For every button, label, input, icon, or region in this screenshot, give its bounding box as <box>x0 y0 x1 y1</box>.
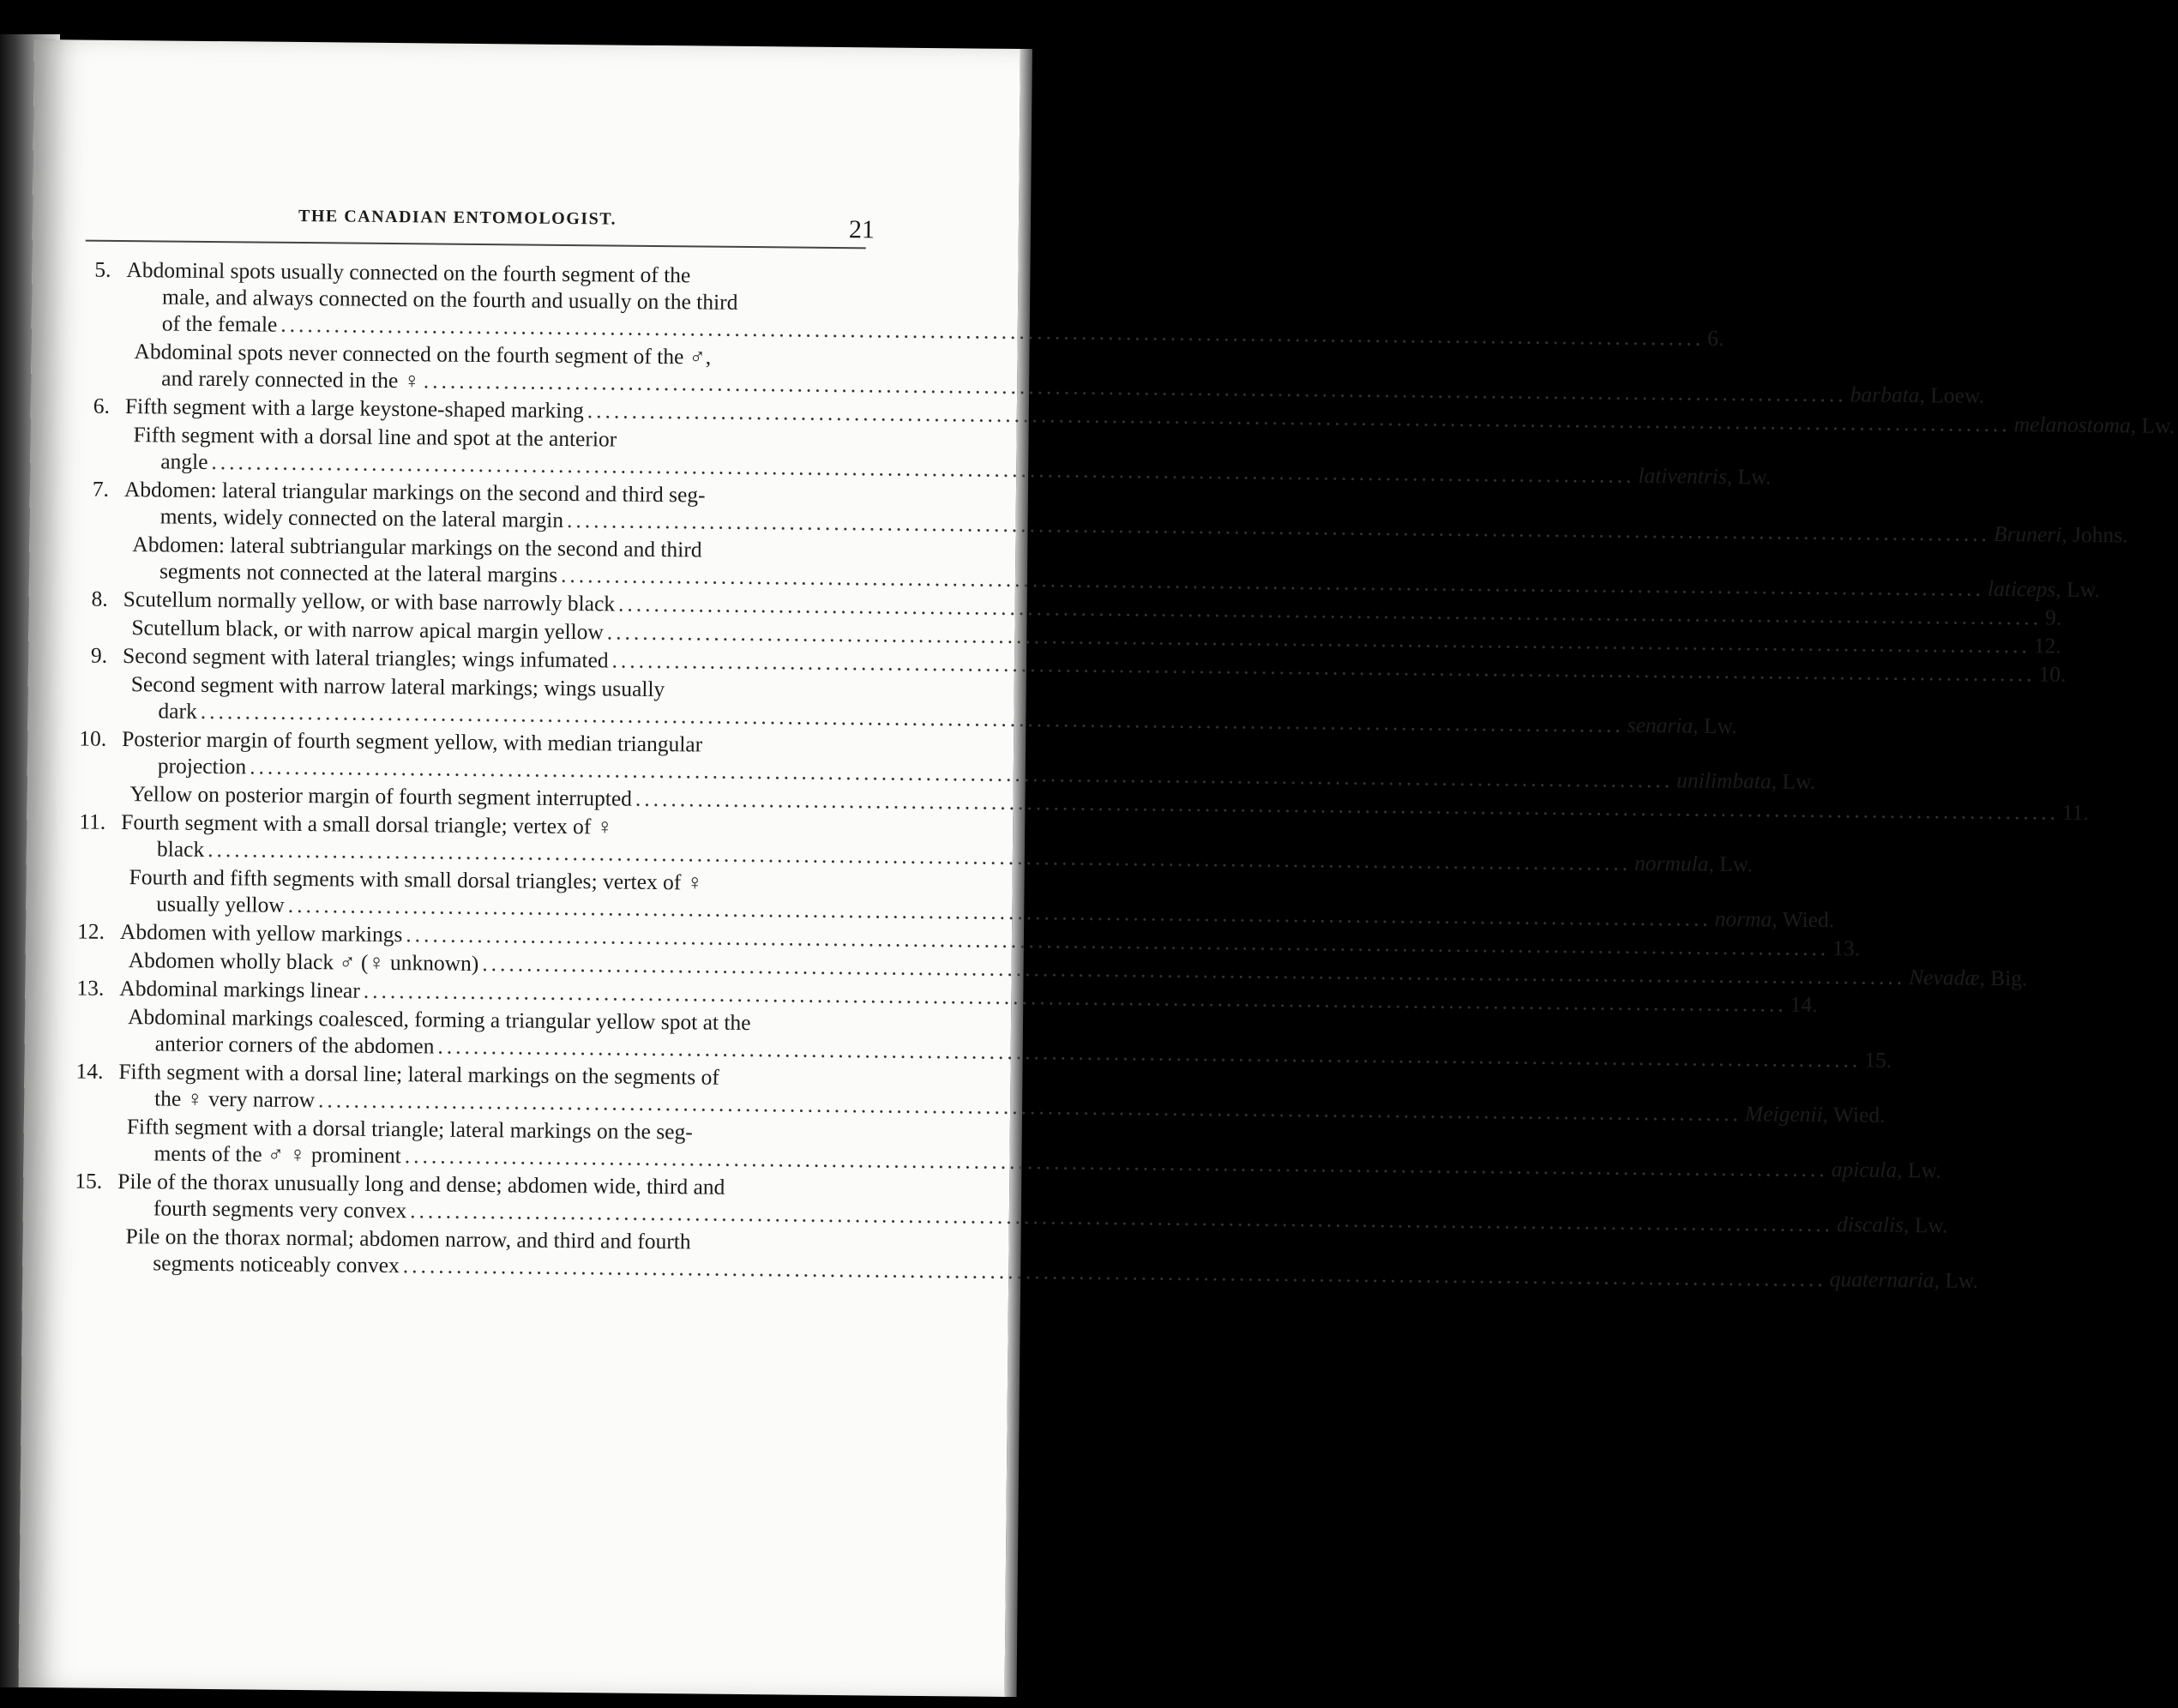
author-or-couplet-ref: Lw. <box>1914 1212 1948 1238</box>
lead-text: projection <box>157 753 247 779</box>
lead-result <box>1850 381 1985 408</box>
lead-result <box>2038 660 2066 687</box>
couplet-number: 15. <box>75 1168 103 1194</box>
lead-text: Second segment with lateral triangles; wings infumated <box>122 643 609 673</box>
lead-text-line: Abdomen: lateral triangular markings on the second and third seg- <box>123 477 706 508</box>
lead-result <box>1627 712 1737 739</box>
lead-text-line: Pile on the thorax normal; abdomen narrow, and third and fourth <box>125 1224 691 1254</box>
author-or-couplet-ref: 12. <box>2033 633 2061 659</box>
couplet-number: 14. <box>75 1058 104 1084</box>
author-or-couplet-ref: Johns. <box>2072 521 2128 548</box>
author-or-couplet-ref: Loew. <box>1930 382 1985 408</box>
author-or-couplet-ref: Wied. <box>1782 906 1835 933</box>
key-lead <box>76 256 1724 351</box>
couplet-number: 10. <box>79 725 107 751</box>
couplet-number: 5. <box>94 256 111 282</box>
species-name: senaria, <box>1627 712 1699 738</box>
author-or-couplet-ref: Lw. <box>2141 412 2175 438</box>
lead-text: segments not connected at the lateral margins <box>159 558 558 587</box>
lead-result <box>1832 1156 1941 1183</box>
species-name: unilimbata, <box>1676 767 1778 794</box>
lead-text-line: Fifth segment with a dorsal triangle; lateral markings on the seg- <box>126 1114 693 1145</box>
author-or-couplet-ref: Lw. <box>1907 1158 1941 1183</box>
species-name: apicula, <box>1831 1157 1903 1182</box>
species-name: norma, <box>1714 905 1778 932</box>
author-or-couplet-ref: Big. <box>1990 965 2028 991</box>
header-rule <box>86 240 866 250</box>
couplet-number: 13. <box>76 975 105 1001</box>
author-or-couplet-ref: Lw. <box>1737 464 1772 490</box>
lead-result <box>1790 991 1818 1018</box>
lead-result <box>1830 1266 1979 1294</box>
lead-result <box>1676 767 1815 795</box>
lead-text: fourth segments very convex <box>153 1195 407 1224</box>
lead-text: Abdomen with yellow markings <box>119 919 403 947</box>
lead-result <box>1715 905 1835 933</box>
species-name: Meigenii, <box>1744 1101 1829 1128</box>
species-name: melanostoma, <box>2013 412 2137 438</box>
species-name: lativentris, <box>1638 462 1733 490</box>
species-name: Nevadæ, <box>1909 965 1985 990</box>
author-or-couplet-ref: 11. <box>2061 799 2090 826</box>
lead-result <box>2034 632 2061 659</box>
lead-text-line: Fifth segment with a dorsal line; lateral markings on the segments of <box>118 1059 719 1090</box>
author-or-couplet-ref: Lw. <box>1719 851 1754 877</box>
author-or-couplet-ref: 14. <box>1790 991 1818 1018</box>
lead-result <box>1832 935 1860 961</box>
lead-result <box>1638 462 1771 490</box>
running-head: THE CANADIAN ENTOMOLOGIST. <box>298 206 617 229</box>
author-or-couplet-ref: Wied. <box>1832 1102 1886 1128</box>
lead-text: ments of the ♂ ♀ prominent <box>153 1140 401 1169</box>
lead-result <box>1864 1047 1892 1074</box>
lead-result <box>1909 964 2027 991</box>
couplet-number: 11. <box>79 809 106 834</box>
couplet-number: 6. <box>93 393 111 418</box>
lead-result <box>2062 799 2089 826</box>
author-or-couplet-ref: 13. <box>1832 935 1861 961</box>
author-or-couplet-ref: 9. <box>2044 604 2062 630</box>
lead-text: and rarely connected in the ♀ <box>161 365 420 394</box>
author-or-couplet-ref: Lw. <box>1703 713 1737 739</box>
author-or-couplet-ref: Lw. <box>2066 576 2100 603</box>
lead-text: anterior corners of the abdomen <box>154 1031 435 1059</box>
lead-text: segments noticeably convex <box>153 1250 400 1278</box>
key-lead <box>71 808 1754 877</box>
key-lead <box>69 1057 1886 1128</box>
lead-result <box>1994 520 2128 549</box>
species-name: discalis, <box>1836 1212 1910 1238</box>
lead-result <box>1745 1100 1886 1128</box>
lead-text: Scutellum black, or with narrow apical margin yellow <box>131 615 605 645</box>
leader-dots <box>403 1252 1826 1292</box>
lead-text-line: Abdomen: lateral subtriangular markings on the second and third <box>132 532 702 562</box>
author-or-couplet-ref: 15. <box>1864 1047 1892 1073</box>
lead-text: Abdominal markings linear <box>119 976 360 1003</box>
lead-text: ments, widely connected on the lateral margin <box>159 503 564 532</box>
lead-result <box>1634 850 1753 877</box>
couplet-number: 7. <box>92 476 110 502</box>
couplet-number: 9. <box>90 642 108 668</box>
lead-text-line: Abdominal spots usually connected on the fourth segment of the <box>126 257 691 288</box>
couplet-number: 8. <box>91 586 108 611</box>
species-name: laticeps, <box>1987 575 2061 602</box>
lead-text-line: Second segment with narrow lateral markings; wings usually <box>130 671 665 702</box>
page-edge <box>1004 49 1032 1697</box>
lead-text: Scutellum normally yellow, or with base narrowly black <box>123 586 616 616</box>
lead-text: of the female <box>161 310 278 337</box>
lead-text: Fifth segment with a large keystone-shaped marking <box>124 394 584 424</box>
species-name: barbata, <box>1850 382 1926 408</box>
lead-text-line: Abdominal markings coalesced, forming a triangular yellow spot at the <box>127 1004 751 1036</box>
species-name: quaternaria, <box>1829 1266 1940 1293</box>
lead-result <box>1837 1211 1948 1238</box>
author-or-couplet-ref: Lw. <box>1945 1267 1979 1293</box>
lead-text-line: Fourth segment with a small dorsal triangle; vertex of ♀ <box>121 809 613 839</box>
book-page <box>19 39 2175 1697</box>
page-number: 21 <box>848 215 875 244</box>
author-or-couplet-ref: 6. <box>1707 325 1724 351</box>
key-lead <box>75 420 1772 490</box>
lead-text: Abdomen wholly black ♂ (♀ unknown) <box>128 947 479 977</box>
lead-result <box>1988 575 2100 603</box>
lead-text: the ♀ very narrow <box>154 1086 316 1113</box>
lead-text: Yellow on posterior margin of fourth segment interrupted <box>129 781 633 811</box>
author-or-couplet-ref: Lw. <box>1782 768 1816 794</box>
lead-result <box>2045 604 2061 631</box>
couplet-number: 12. <box>77 918 105 944</box>
lead-text: black <box>156 836 205 862</box>
lead-result <box>2014 411 2175 439</box>
lead-text-line: Posterior margin of fourth segment yellow, with median triangular <box>122 726 703 757</box>
author-or-couplet-ref: 10. <box>2038 661 2067 687</box>
lead-text-line: Pile of the thorax unusually long and dense; abdomen wide, third and <box>117 1168 725 1200</box>
lead-text: usually yellow <box>156 891 285 917</box>
lead-text-line: Abdominal spots never connected on the fourth segment of the ♂, <box>134 339 712 370</box>
lead-text-line: Fourth and fifth segments with small dorsal triangles; vertex of ♀ <box>129 864 704 895</box>
lead-text-line: male, and always connected on the fourth and usually on the third <box>161 284 738 315</box>
lead-text: dark <box>158 698 197 724</box>
lead-text-line: Fifth segment with a dorsal line and spot at the anterior <box>133 422 617 452</box>
key-lead <box>75 337 1985 408</box>
species-name: Bruneri, <box>1993 520 2067 547</box>
lead-text: angle <box>160 448 208 474</box>
lead-result <box>1707 325 1724 352</box>
species-name: normula, <box>1634 850 1715 876</box>
